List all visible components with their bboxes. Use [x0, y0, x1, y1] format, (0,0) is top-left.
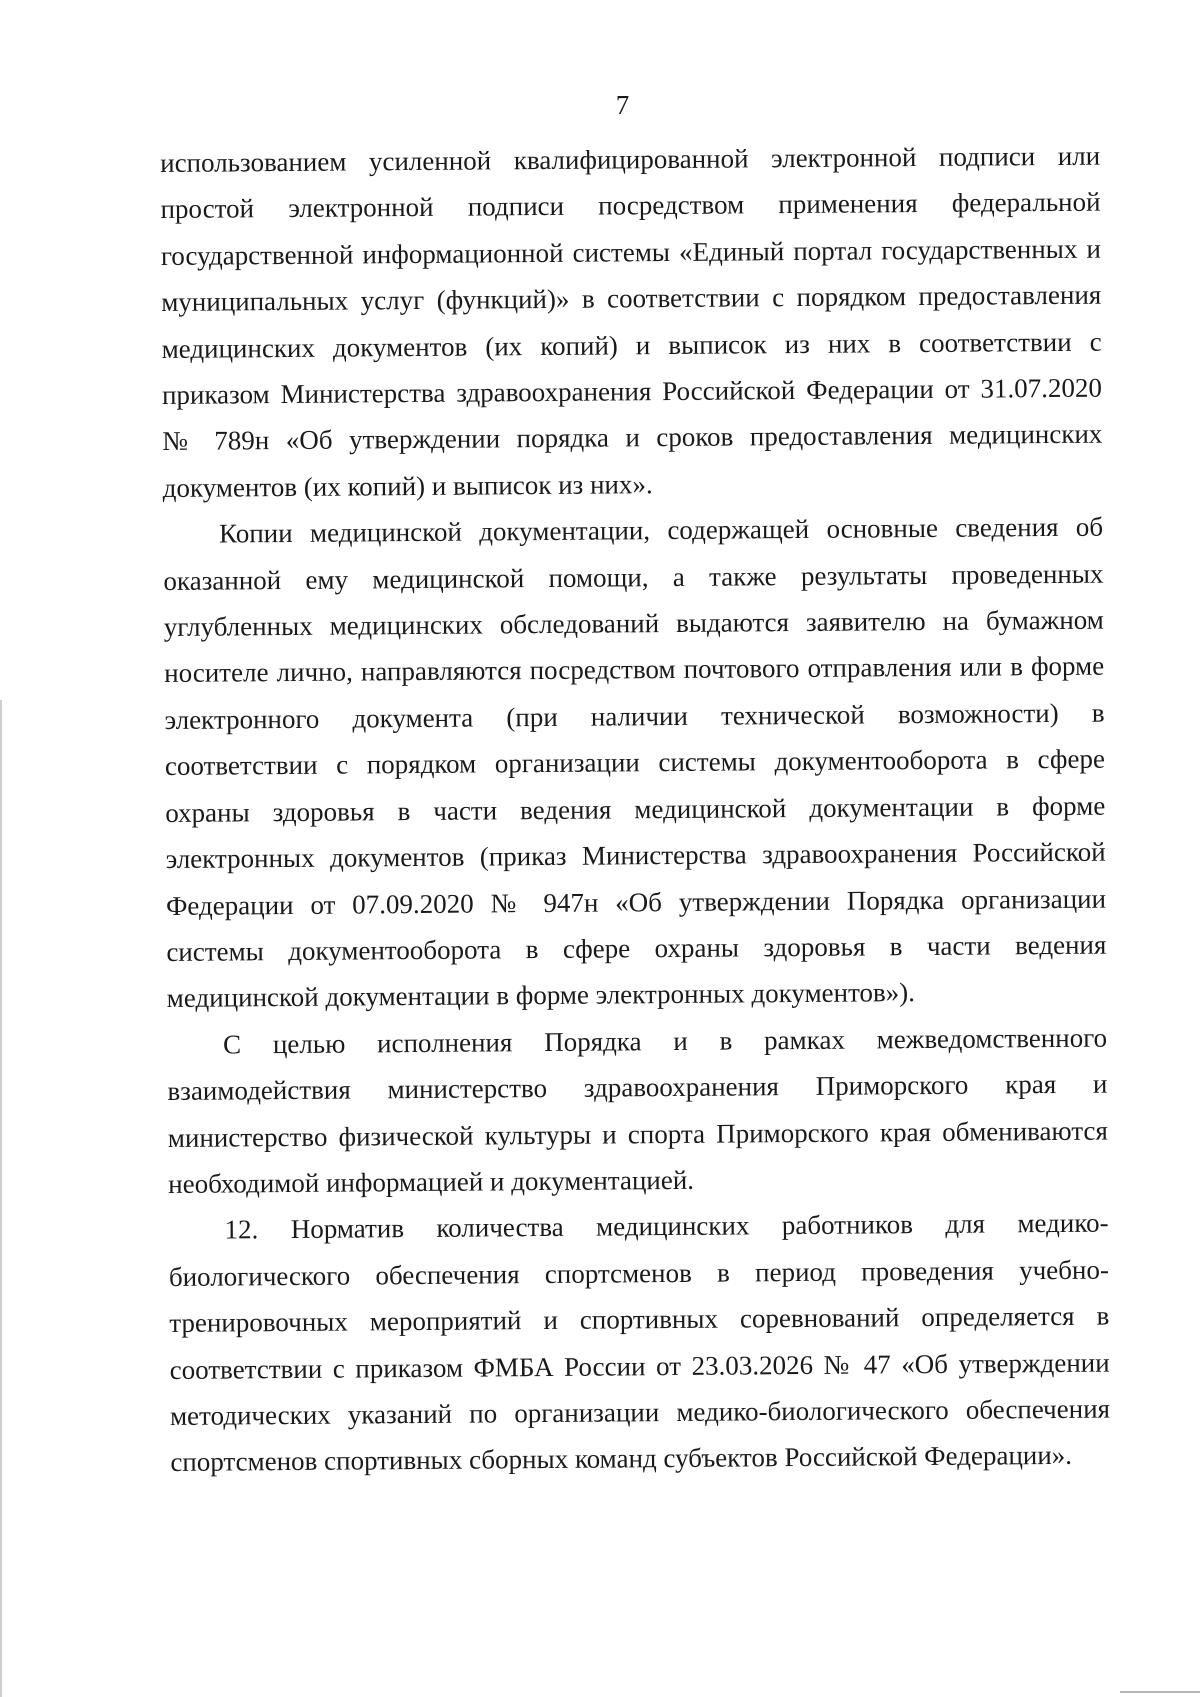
- paragraph-item-12-staffing-norm: 12. Норматив количества медицинских работников для медико-биологического обеспечения спортсменов в период проведения учебно-тренировочных мероприятий и спортивных соревнований определяется в соответствии с приказом ФМБА России от 23.03.2026 № 47 «Об утверждении методических указаний по организации медико-биологического обеспечения спортсменов спортивных сборных команд субъектов Российской Федерации».: [168, 1207, 1111, 1478]
- scan-edge-left: [0, 700, 2, 1697]
- paragraph-copies-of-documentation: Копии медицинской документации, содержащей основные сведения об оказанной ему медицинской помощи, а также результаты проведенных углубленных медицинских обследований выдаются заявителю на бумажном носителе лично, направляются посредством почтового отправления или в форме электронного документа (при наличии технической возможности) в соответствии с порядком организации системы документооборота в сфере охраны здоровья в части ведения медицинской документации в форме электронных документов (приказ Министерства здравоохранения Российской Федерации от 07.09.2020 № 947н «Об утверждении Порядка организации системы документооборота в сфере охраны здоровья в части ведения медицинской документации в форме электронных документов»).: [163, 511, 1107, 1014]
- scan-edge-bottom: [1120, 1691, 1200, 1693]
- page-number: 7: [615, 90, 630, 120]
- document-body: [160, 133, 1111, 1486]
- paragraph-continuation: использованием усиленной квалифицированной электронной подписи или простой электронной подписи посредством применения федеральной государственной информационной системы «Единый портал государственных и муниципальных услуг (функций)» в соответствии с порядком предоставления медицинских документов (их копий) и выписок из них в соответствии с приказом Министерства здравоохранения Российской Федерации от 31.07.2020 № 789н «Об утверждении порядка и сроков предоставления медицинских документов (их копий) и выписок из них».: [160, 140, 1103, 503]
- paragraph-interagency-cooperation: С целью исполнения Порядка и в рамках межведомственного взаимодействия министерство здравоохранения Приморского края и министерство физической культуры и спорта Приморского края обмениваются необходимой информацией и документацией.: [167, 1022, 1108, 1199]
